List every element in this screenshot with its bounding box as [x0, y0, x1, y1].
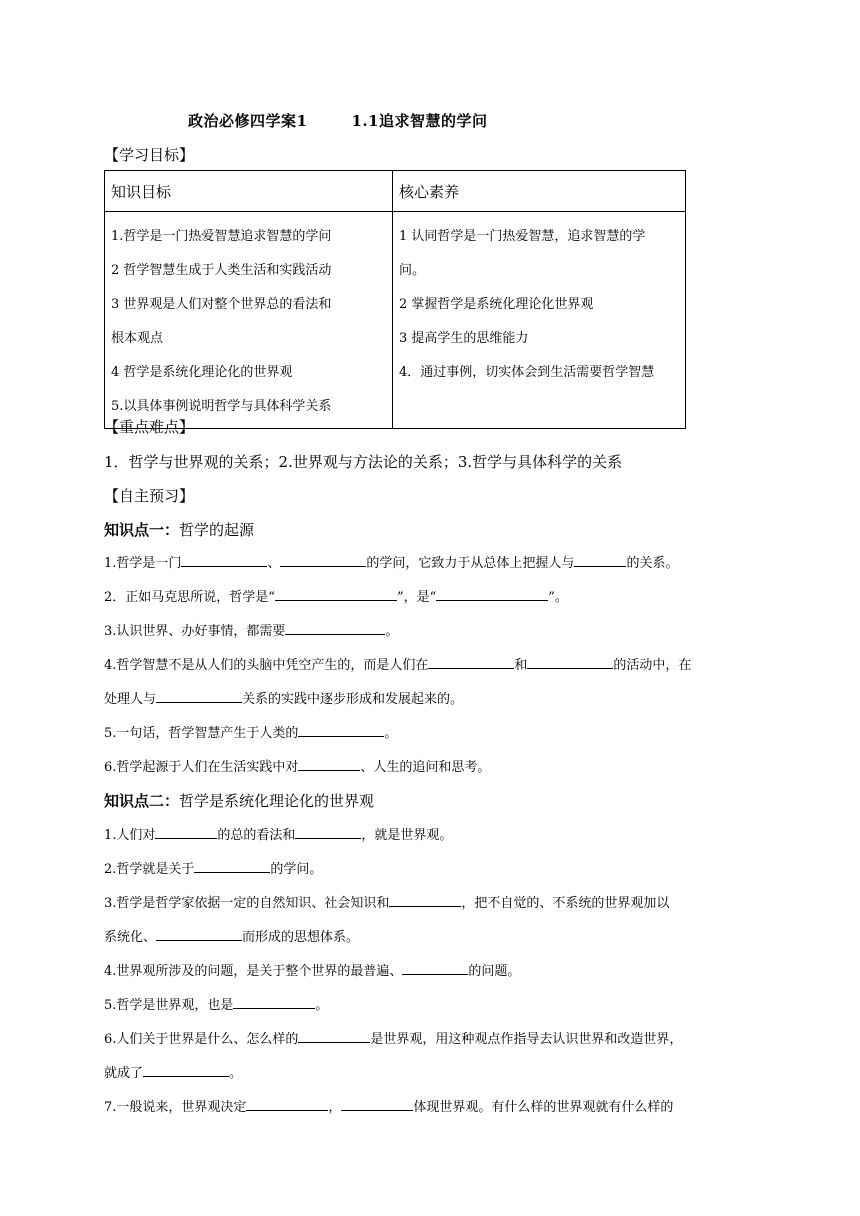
answer-blank[interactable] [298, 1028, 370, 1043]
knowledge-goals-cell [105, 212, 393, 429]
page-title [188, 110, 488, 131]
goals-header-knowledge: 知识目标 [105, 171, 393, 212]
literacy-goal: 1 认同哲学是一门热爱智慧，追求智慧的学 [399, 229, 646, 244]
knowledge-goal: 3 世界观是人们对整个世界总的看法和 [111, 297, 332, 312]
kp2-question-2: 2.哲学就是关于 的学问。 [104, 858, 322, 877]
key-points-heading: 【重点难点】 [104, 418, 195, 436]
kp2-question-6-cont: 就成了 。 [104, 1062, 242, 1081]
literacy-goal: 2 掌握哲学是系统化理论化世界观 [399, 297, 594, 312]
answer-blank[interactable] [156, 926, 242, 941]
kp2-question-7: 7.一般说来，世界观决定 ， 体现世界观。有什么样的世界观就有什么样的 [104, 1096, 673, 1115]
answer-blank[interactable] [298, 722, 384, 737]
kp2-label: 知识点二： [104, 792, 180, 810]
answer-blank[interactable] [341, 1096, 413, 1111]
kp2-title: 哲学是系统化理论化的世界观 [179, 792, 375, 810]
answer-blank[interactable] [156, 688, 242, 703]
kp1-label: 知识点一： [104, 521, 180, 539]
knowledge-goal: 2 哲学智慧生成于人类生活和实践活动 [111, 263, 332, 278]
answer-blank[interactable] [194, 858, 270, 873]
kp2-question-6: 6.人们关于世界是什么、怎么样的 是世界观，用这种观点作指导去认识世界和改造世界， [104, 1028, 682, 1047]
answer-blank[interactable] [574, 552, 626, 567]
kp1-question-1: 1.哲学是一门 、 的学问，它致力于从总体上把握人与 的关系。 [104, 552, 678, 571]
knowledge-goal: 4 哲学是系统化理论化的世界观 [111, 365, 293, 380]
title-right: 1.1追求智慧的学问 [351, 112, 488, 130]
answer-blank[interactable] [295, 824, 361, 839]
goals-table [104, 170, 686, 429]
kp1-question-5: 5.一句话，哲学智慧产生于人类的 。 [104, 722, 397, 741]
answer-blank[interactable] [275, 586, 397, 601]
kp1-question-4-cont: 处理人与 关系的实践中逐步形成和发展起来的。 [104, 688, 463, 707]
kp1-question-6: 6.哲学起源于人们在生活实践中对 、人生的追问和思考。 [104, 756, 490, 775]
kp1-question-4: 4.哲学智慧不是从人们的头脑中凭空产生的，而是人们在 和 的活动中，在 [104, 654, 691, 673]
preview-heading: 【自主预习】 [104, 487, 195, 505]
answer-blank[interactable] [285, 620, 385, 635]
answer-blank[interactable] [246, 1096, 328, 1111]
knowledge-goal: 1.哲学是一门热爱智慧追求智慧的学问 [111, 229, 332, 244]
literacy-goals-cell [393, 212, 686, 429]
kp2-question-4: 4.世界观所涉及的问题，是关于整个世界的最普遍、 的问题。 [104, 960, 520, 979]
answer-blank[interactable] [428, 654, 514, 669]
answer-blank[interactable] [181, 552, 267, 567]
answer-blank[interactable] [389, 892, 461, 907]
goals-header-literacy: 核心素养 [393, 171, 686, 212]
kp2-question-5: 5.哲学是世界观，也是 。 [104, 994, 328, 1013]
kp2-question-3-cont: 系统化、 而形成的思想体系。 [104, 926, 359, 945]
answer-blank[interactable] [402, 960, 468, 975]
answer-blank[interactable] [233, 994, 315, 1009]
kp1-question-3: 3.认识世界、办好事情，都需要 。 [104, 620, 398, 639]
answer-blank[interactable] [155, 824, 217, 839]
kp2-question-3: 3.哲学是哲学家依据一定的自然知识、社会知识和 ，把不自觉的、不系统的世界观加以 [104, 892, 669, 911]
literacy-goal: 3 提高学生的思维能力 [399, 331, 529, 346]
literacy-goal: 4．通过事例，切实体会到生活需要哲学智慧 [399, 365, 655, 380]
title-left: 政治必修四学案1 [188, 112, 308, 130]
knowledge-goal: 根本观点 [111, 331, 164, 346]
answer-blank[interactable] [298, 756, 360, 771]
answer-blank[interactable] [280, 552, 366, 567]
key-points-text: 1．哲学与世界观的关系；2.世界观与方法论的关系；3.哲学与具体科学的关系 [104, 453, 623, 471]
answer-blank[interactable] [143, 1062, 229, 1077]
kp1-heading [104, 519, 254, 540]
knowledge-goal: 5.以具体事例说明哲学与具体科学关系 [111, 399, 332, 414]
kp2-heading [104, 790, 374, 811]
answer-blank[interactable] [527, 654, 613, 669]
goals-heading: 【学习目标】 [104, 146, 195, 164]
kp1-question-2: 2．正如马克思所说，哲学是“ ”，是“ ”。 [104, 586, 568, 605]
literacy-goal: 问。 [399, 263, 426, 278]
kp1-title: 哲学的起源 [179, 521, 255, 539]
kp2-question-1: 1.人们对 的总的看法和 ，就是世界观。 [104, 824, 452, 843]
answer-blank[interactable] [436, 586, 548, 601]
